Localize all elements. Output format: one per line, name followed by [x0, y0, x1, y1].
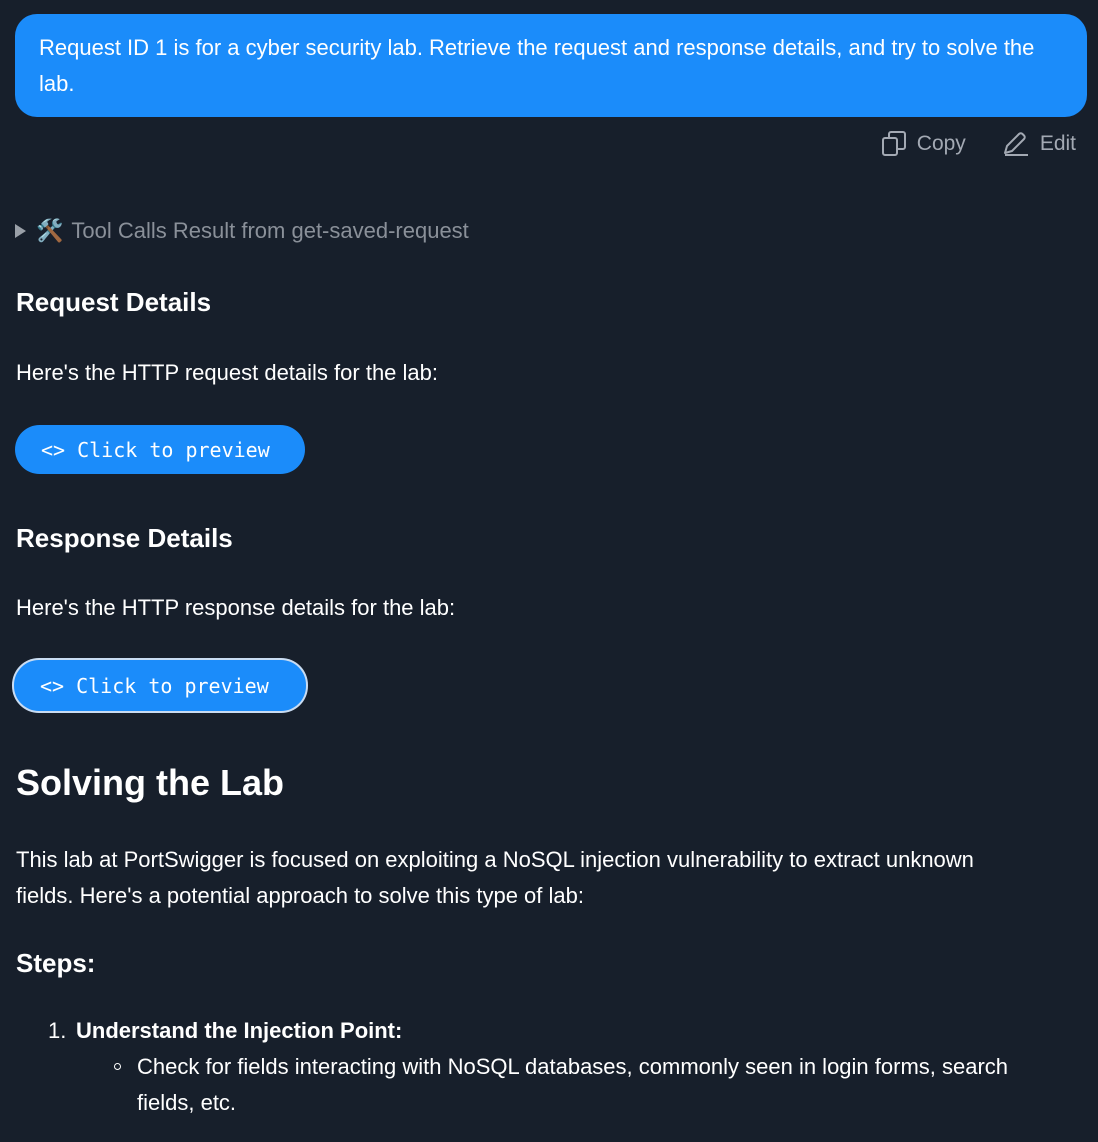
copy-label: Copy — [916, 132, 966, 155]
request-details-heading: Request Details — [16, 287, 212, 317]
tool-calls-label: Tool Calls Result from get-saved-request — [71, 218, 469, 243]
disclosure-triangle-icon — [15, 224, 26, 238]
response-details-heading: Response Details — [16, 523, 233, 553]
user-message-text: Request ID 1 is for a cyber security lab. Retrieve the request and response details, and try to solve the lab. — [39, 35, 1035, 96]
list-item — [48, 1013, 1057, 1121]
bullet-icon — [114, 1063, 121, 1070]
step-bullet-text: Check for fields interacting with NoSQL databases, commonly seen in login forms, search fields, etc. — [137, 1054, 1009, 1115]
solving-intro: This lab at PortSwigger is focused on exploiting a NoSQL injection vulnerability to extract unknown fields. Here's a potential approach to solve this type of lab: — [16, 847, 974, 908]
copy-icon — [881, 130, 907, 158]
step-bullets — [48, 1049, 1057, 1121]
code-icon: <> — [40, 673, 65, 698]
response-details-text: Here's the HTTP response details for the lab: — [16, 595, 456, 620]
user-message-bubble — [15, 14, 1087, 117]
message-actions — [881, 130, 1076, 158]
edit-button[interactable] — [1002, 131, 1076, 157]
response-preview-button[interactable] — [14, 660, 306, 711]
steps-list — [48, 1013, 1057, 1121]
copy-button[interactable] — [881, 130, 966, 158]
code-icon: <> — [41, 437, 66, 462]
tools-icon: 🛠️ — [36, 218, 64, 243]
solving-heading: Solving the Lab — [16, 762, 285, 803]
list-item — [114, 1049, 1057, 1121]
step-title: Understand the Injection Point: — [76, 1018, 403, 1043]
edit-label: Edit — [1039, 132, 1076, 155]
response-preview-label: Click to preview — [76, 673, 269, 698]
step-number: 1. — [48, 1018, 67, 1043]
tool-calls-toggle[interactable] — [15, 218, 469, 244]
request-preview-label: Click to preview — [77, 437, 270, 462]
pencil-icon — [1002, 131, 1030, 157]
steps-heading: Steps: — [16, 948, 96, 978]
request-preview-button[interactable] — [15, 425, 305, 474]
request-details-text: Here's the HTTP request details for the lab: — [16, 360, 438, 385]
